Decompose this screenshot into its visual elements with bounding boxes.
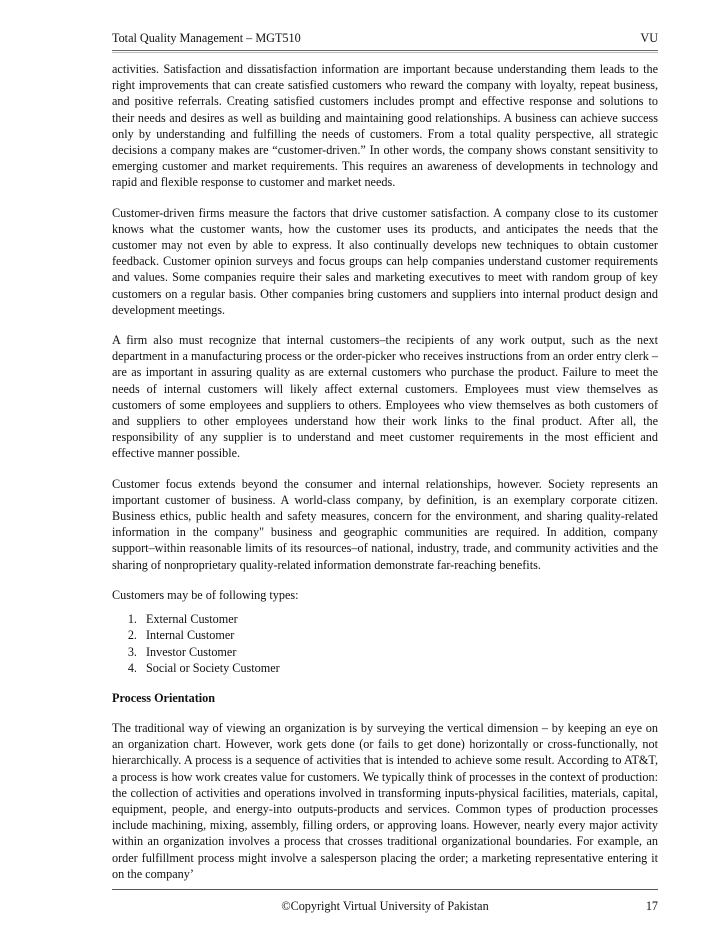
page-number: 17 (645, 899, 658, 913)
section-heading: Process Orientation (112, 690, 216, 705)
list-item: 3. Investor Customer (140, 644, 658, 660)
paragraph-society: Customer focus extends beyond the consumer and internal relationships, however. Society represents an important customer of business. A world-class company, by definition, is an exemplary corporate citizen. Business ethics, public health and safety measures, concern for the environment, and sharing quality-related information in the company" business and geographic communities are required. In addition, company support–within reasonable limits of its resources–of national, industry, trade, and community activities and the sharing of nonproprietary quality-related information demonstrate far-reaching benefits. (112, 476, 658, 572)
list-item: 2. Internal Customer (140, 627, 658, 643)
paragraph-satisfaction: activities. Satisfaction and dissatisfaction information are important because understanding them leads to the right improvements that can create satisfied customers who reward the company with loyalty, repeat business, and positive referrals. Creating satisfied customers includes prompt and effective response and solutions to their needs and desires as well as building and maintaining good relationships. A business can achieve success only by understanding and fulfilling the needs of customers. From a total quality perspective, all strategic decisions a company makes are “customer-driven.” In other words, the company shows constant sensitivity to emerging customer and market requirements. This requires an awareness of developments in technology and rapid and flexible response to customer and market needs. (112, 62, 658, 190)
paragraph-customer-driven: Customer-driven firms measure the factors that drive customer satisfaction. A company close to its customer knows what the customer wants, how the customer uses its products, and anticipates the needs that the customer may not even by able to express. It also continually develops new techniques to obtain customer feedback. Customer opinion surveys and focus groups can help companies understand customer requirements and values. Some companies require their sales and marketing executives to meet with random group of key customers on a regular basis. Other companies bring customers and suppliers into internal product design and development meetings. (112, 205, 658, 317)
footer-divider (112, 889, 658, 890)
customer-types-list (112, 611, 658, 676)
list-item: 4. Social or Society Customer (140, 660, 658, 676)
copyright-text: ©Copyright Virtual University of Pakistan (281, 899, 489, 913)
document-page (112, 30, 658, 896)
types-intro: Customers may be of following types: (112, 587, 299, 602)
list-item: 1. External Customer (140, 611, 658, 627)
institution-code: VU (640, 31, 658, 45)
course-title: Total Quality Management – MGT510 (112, 31, 301, 45)
header-divider (112, 50, 658, 53)
page-header (112, 30, 658, 47)
paragraph-internal-customers: A firm also must recognize that internal customers–the recipients of any work output, such as the next department in a manufacturing process or the order-picker who receives instructions from an order entry clerk – are as important in assuring quality as are external customers who purchase the product. Failure to meet the needs of internal customers will likely affect external customers. Employees must view themselves as customers of some employees and suppliers to others. Employees who view themselves as both customers of and suppliers to other employees understand how their work links to the final product. After all, the responsibility of any supplier is to understand and meet customer requirements in the most efficient and effective manner possible. (112, 333, 658, 461)
paragraph-process-orientation: The traditional way of viewing an organization is by surveying the vertical dimension – by keeping an eye on an organization chart. However, work gets done (or fails to get done) horizontally or cross-functionally, not hierarchically. A process is a sequence of activities that is intended to achieve some result. According to AT&T, a process is how work creates value for customers. We typically think of processes in the context of production: the collection of activities and operations involved in transforming inputs-physical facilities, materials, capital, equipment, people, and energy-into outputs-products and services. Common types of production processes include machining, mixing, assembly, filling orders, or approving loans. However, nearly every major activity within an organization involves a process that crosses traditional organizational boundaries. For example, an order fulfillment process might involve a salesperson placing the order; a marketing representative entering it on the company’ (112, 720, 658, 881)
